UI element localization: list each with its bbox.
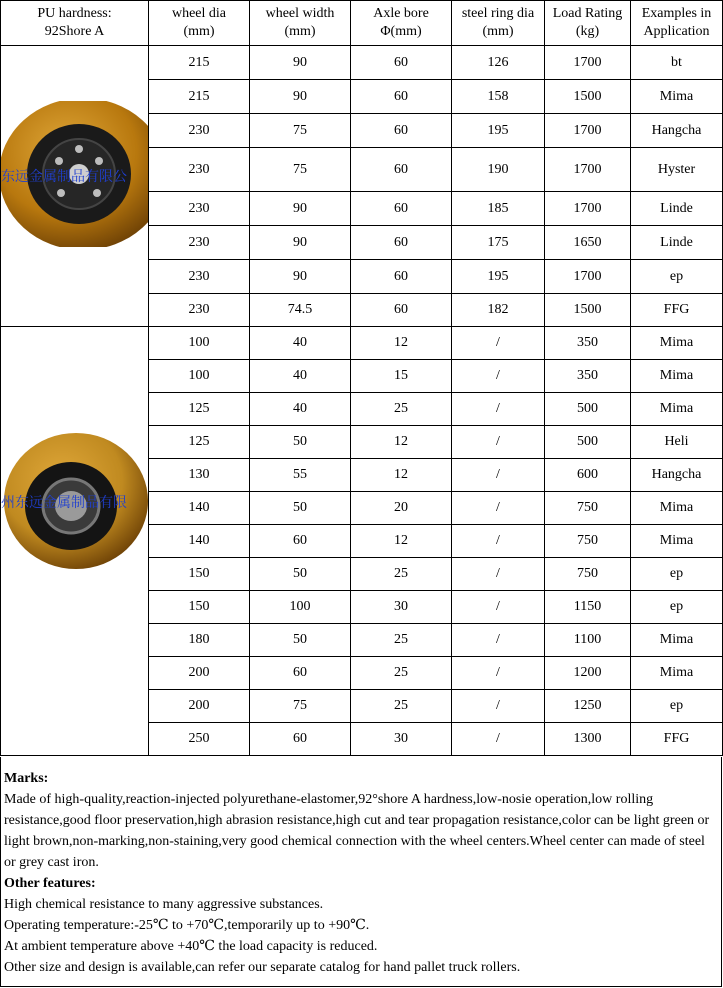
load-rating-cell: 750	[545, 492, 631, 525]
wheel-dia-cell: 140	[149, 525, 250, 558]
wheel-dia-cell: 100	[149, 327, 250, 360]
wheel-width-cell: 75	[250, 114, 351, 148]
load-rating-cell: 1500	[545, 294, 631, 327]
load-rating-cell: 1700	[545, 114, 631, 148]
axle-bore-cell: 60	[351, 192, 452, 226]
axle-bore-cell: 60	[351, 80, 452, 114]
load-rating-cell: 600	[545, 459, 631, 492]
application-cell: ep	[631, 690, 723, 723]
application-cell: ep	[631, 558, 723, 591]
application-cell: Mima	[631, 360, 723, 393]
wheel-width-cell: 50	[250, 624, 351, 657]
wheel-photo	[1, 431, 149, 571]
application-cell: Hangcha	[631, 459, 723, 492]
wheel-dia-cell: 230	[149, 148, 250, 192]
steel-ring-cell: 126	[452, 46, 545, 80]
steel-ring-cell: /	[452, 624, 545, 657]
steel-ring-cell: 195	[452, 260, 545, 294]
wheel-width-cell: 90	[250, 192, 351, 226]
table-row	[1, 46, 723, 80]
wheel-width-cell: 50	[250, 558, 351, 591]
wheel-dia-cell: 230	[149, 192, 250, 226]
wheel-width-cell: 90	[250, 80, 351, 114]
steel-ring-cell: /	[452, 690, 545, 723]
wheel-dia-cell: 130	[149, 459, 250, 492]
wheel-dia-cell: 125	[149, 393, 250, 426]
axle-bore-cell: 20	[351, 492, 452, 525]
header-application: Examples in Application	[631, 1, 723, 46]
steel-ring-cell: /	[452, 657, 545, 690]
steel-ring-cell: /	[452, 723, 545, 756]
axle-bore-cell: 12	[351, 459, 452, 492]
wheel-width-cell: 75	[250, 148, 351, 192]
application-cell: Mima	[631, 393, 723, 426]
steel-ring-cell: /	[452, 558, 545, 591]
marks-heading: Marks:	[4, 771, 49, 786]
axle-bore-cell: 60	[351, 294, 452, 327]
application-cell: Linde	[631, 192, 723, 226]
application-cell: Hyster	[631, 148, 723, 192]
axle-bore-cell: 25	[351, 657, 452, 690]
wheel-image-cell	[1, 327, 149, 756]
steel-ring-cell: /	[452, 492, 545, 525]
wheel-dia-cell: 150	[149, 591, 250, 624]
header-load-rating: Load Rating (kg)	[545, 1, 631, 46]
load-rating-cell: 500	[545, 426, 631, 459]
application-cell: Mima	[631, 624, 723, 657]
wheel-width-cell: 60	[250, 525, 351, 558]
header-row	[1, 1, 723, 46]
axle-bore-cell: 15	[351, 360, 452, 393]
steel-ring-cell: /	[452, 426, 545, 459]
wheel-dia-cell: 200	[149, 690, 250, 723]
load-rating-cell: 1700	[545, 46, 631, 80]
steel-ring-cell: 158	[452, 80, 545, 114]
wheel-width-cell: 60	[250, 723, 351, 756]
wheel-width-cell: 90	[250, 260, 351, 294]
features-heading: Other features:	[4, 876, 96, 891]
wheel-dia-cell: 140	[149, 492, 250, 525]
wheel-dia-cell: 230	[149, 260, 250, 294]
steel-ring-cell: 182	[452, 294, 545, 327]
axle-bore-cell: 60	[351, 148, 452, 192]
application-cell: bt	[631, 46, 723, 80]
application-cell: Mima	[631, 80, 723, 114]
notes-section	[0, 757, 722, 987]
header-wheel-width: wheel width (mm)	[250, 1, 351, 46]
steel-ring-cell: 195	[452, 114, 545, 148]
application-cell: ep	[631, 260, 723, 294]
wheel-dia-cell: 230	[149, 114, 250, 148]
load-rating-cell: 1650	[545, 226, 631, 260]
axle-bore-cell: 25	[351, 690, 452, 723]
load-rating-cell: 1200	[545, 657, 631, 690]
wheel-dia-cell: 215	[149, 80, 250, 114]
wheel-width-cell: 40	[250, 360, 351, 393]
load-rating-cell: 350	[545, 360, 631, 393]
feature-line: At ambient temperature above +40℃ the load capacity is reduced.	[4, 939, 378, 954]
steel-ring-cell: /	[452, 525, 545, 558]
wheel-photo	[1, 101, 149, 247]
application-cell: Hangcha	[631, 114, 723, 148]
axle-bore-cell: 60	[351, 260, 452, 294]
load-rating-cell: 1500	[545, 80, 631, 114]
axle-bore-cell: 12	[351, 327, 452, 360]
watermark-text: 东远金属制品有限公	[1, 169, 127, 185]
load-rating-cell: 500	[545, 393, 631, 426]
load-rating-cell: 1100	[545, 624, 631, 657]
load-rating-cell: 1700	[545, 260, 631, 294]
application-cell: ep	[631, 591, 723, 624]
wheel-width-cell: 40	[250, 327, 351, 360]
axle-bore-cell: 25	[351, 393, 452, 426]
load-rating-cell: 750	[545, 558, 631, 591]
application-cell: FFG	[631, 723, 723, 756]
wheel-dia-cell: 215	[149, 46, 250, 80]
steel-ring-cell: 175	[452, 226, 545, 260]
load-rating-cell: 1150	[545, 591, 631, 624]
steel-ring-cell: /	[452, 393, 545, 426]
axle-bore-cell: 60	[351, 46, 452, 80]
axle-bore-cell: 30	[351, 591, 452, 624]
application-cell: Mima	[631, 657, 723, 690]
wheel-width-cell: 55	[250, 459, 351, 492]
axle-bore-cell: 25	[351, 558, 452, 591]
feature-line: High chemical resistance to many aggressive substances.	[4, 897, 324, 912]
wheel-width-cell: 75	[250, 690, 351, 723]
load-rating-cell: 750	[545, 525, 631, 558]
load-rating-cell: 350	[545, 327, 631, 360]
wheel-dia-cell: 230	[149, 294, 250, 327]
header-wheel-dia: wheel dia (mm)	[149, 1, 250, 46]
application-cell: Mima	[631, 525, 723, 558]
wheel-width-cell: 74.5	[250, 294, 351, 327]
header-axle-bore: Axle bore Φ(mm)	[351, 1, 452, 46]
wheel-dia-cell: 230	[149, 226, 250, 260]
steel-ring-cell: /	[452, 360, 545, 393]
wheel-width-cell: 40	[250, 393, 351, 426]
axle-bore-cell: 30	[351, 723, 452, 756]
axle-bore-cell: 12	[351, 426, 452, 459]
wheel-width-cell: 90	[250, 46, 351, 80]
steel-ring-cell: 190	[452, 148, 545, 192]
marks-text: Made of high-quality,reaction-injected polyurethane-elastomer,92°shore A hardness,low-nosie operation,low rolling resistance,good floor preservation,high abrasion resistance,high cut and tear propagation resistance,color can be light green or light brown,non-marking,non-staining,very good chemical connection with the wheel centers.Wheel center can made of steel or grey cast iron.	[4, 792, 710, 870]
wheel-width-cell: 60	[250, 657, 351, 690]
steel-ring-cell: 185	[452, 192, 545, 226]
application-cell: Linde	[631, 226, 723, 260]
wheel-width-cell: 50	[250, 426, 351, 459]
feature-line: Operating temperature:-25℃ to +70℃,temporarily up to +90℃.	[4, 918, 370, 933]
steel-ring-cell: /	[452, 327, 545, 360]
wheel-width-cell: 50	[250, 492, 351, 525]
wheel-dia-cell: 180	[149, 624, 250, 657]
feature-line: Other size and design is available,can refer our separate catalog for hand pallet truck rollers.	[4, 960, 521, 975]
application-cell: FFG	[631, 294, 723, 327]
axle-bore-cell: 12	[351, 525, 452, 558]
load-rating-cell: 1700	[545, 148, 631, 192]
wheel-width-cell: 90	[250, 226, 351, 260]
load-rating-cell: 1250	[545, 690, 631, 723]
steel-ring-cell: /	[452, 591, 545, 624]
wheel-image-cell	[1, 46, 149, 327]
application-cell: Mima	[631, 327, 723, 360]
wheel-dia-cell: 150	[149, 558, 250, 591]
load-rating-cell: 1300	[545, 723, 631, 756]
axle-bore-cell: 60	[351, 226, 452, 260]
table-row	[1, 327, 723, 360]
wheel-dia-cell: 100	[149, 360, 250, 393]
header-hardness: PU hardness: 92Shore A	[1, 1, 149, 46]
header-steel-ring-dia: steel ring dia (mm)	[452, 1, 545, 46]
axle-bore-cell: 60	[351, 114, 452, 148]
wheel-dia-cell: 250	[149, 723, 250, 756]
watermark-text: 州东远金属制品有限	[1, 495, 127, 511]
application-cell: Mima	[631, 492, 723, 525]
axle-bore-cell: 25	[351, 624, 452, 657]
wheel-dia-cell: 200	[149, 657, 250, 690]
wheel-width-cell: 100	[250, 591, 351, 624]
application-cell: Heli	[631, 426, 723, 459]
wheel-dia-cell: 125	[149, 426, 250, 459]
load-rating-cell: 1700	[545, 192, 631, 226]
steel-ring-cell: /	[452, 459, 545, 492]
